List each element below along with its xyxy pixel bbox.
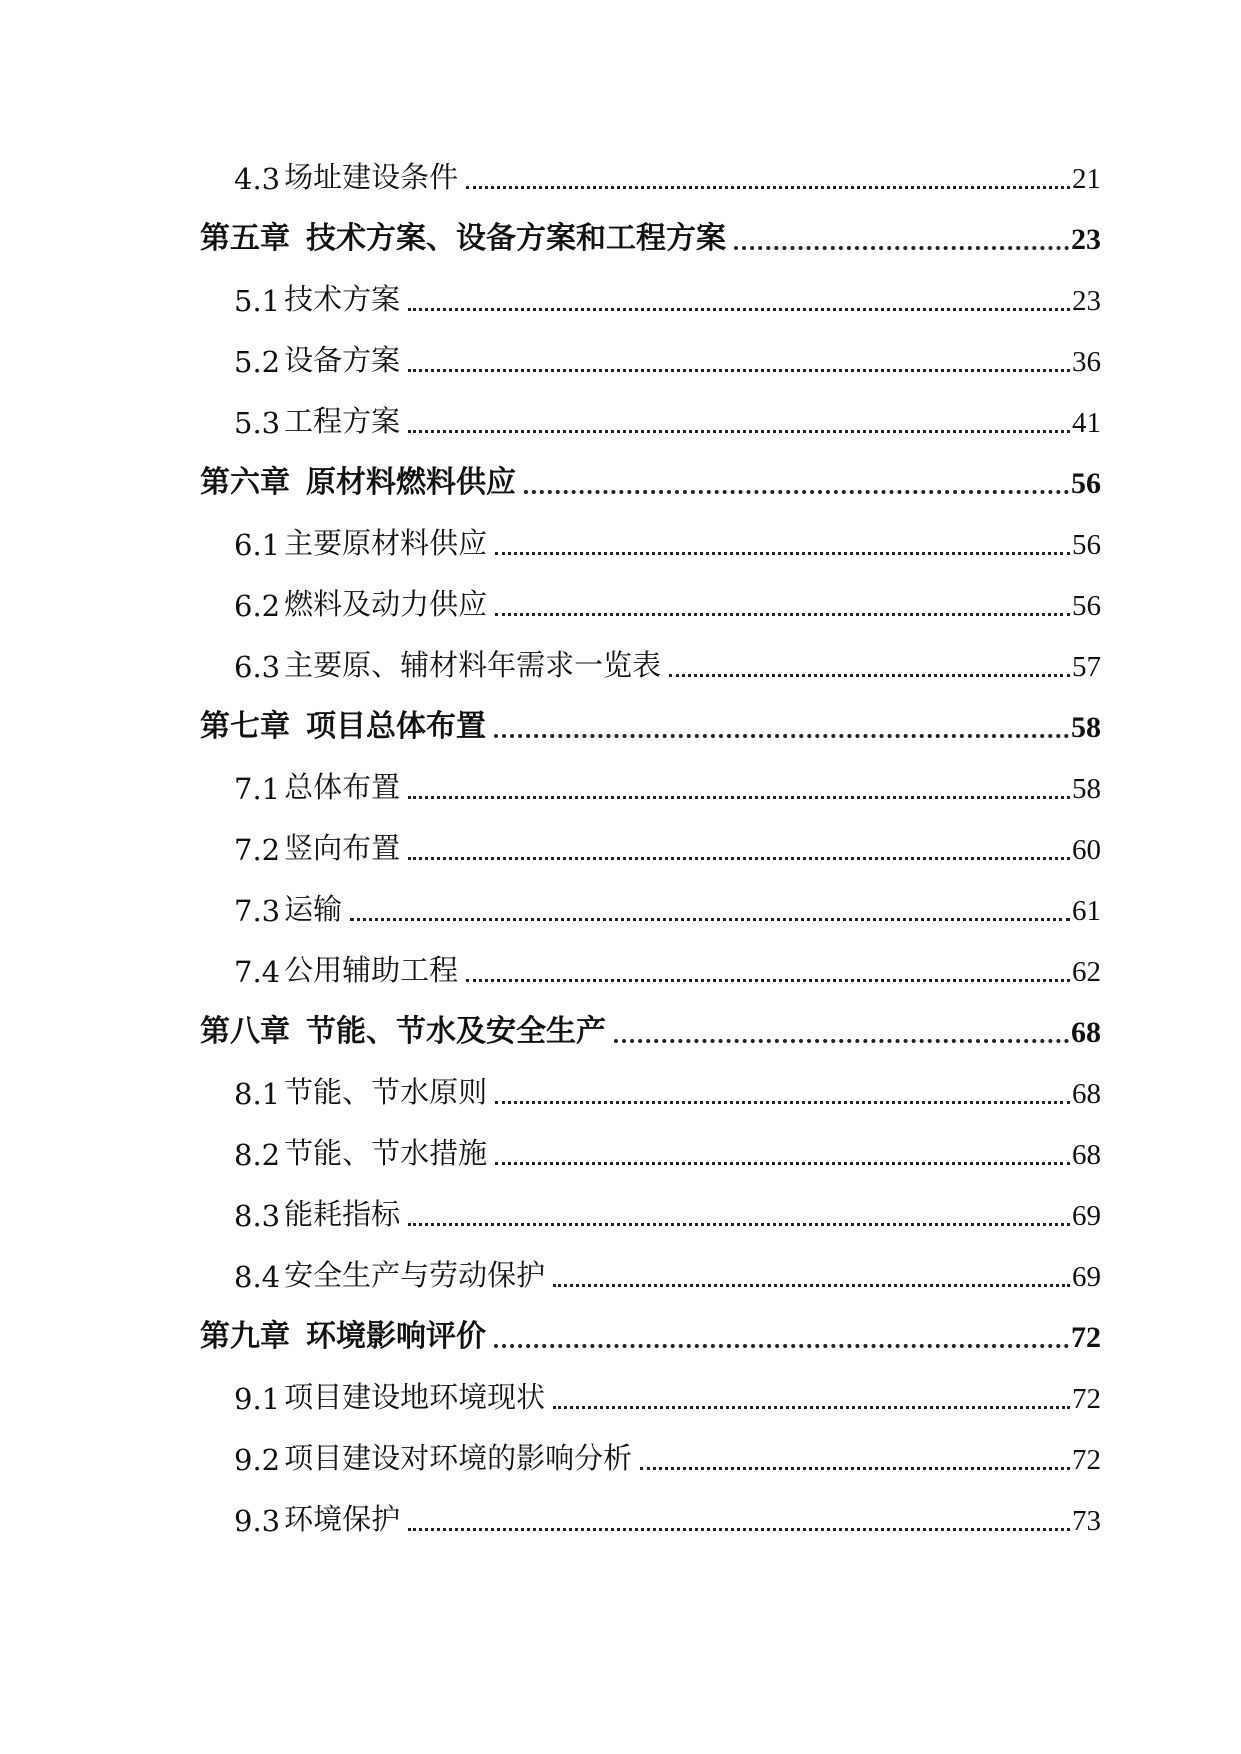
toc-entry-page-number: 69 bbox=[1072, 1261, 1101, 1293]
toc-entry-number: 5.2 bbox=[234, 345, 281, 379]
toc-entry-line bbox=[234, 522, 1101, 562]
toc-entry-line bbox=[234, 1193, 1101, 1233]
toc-section-entry[interactable] bbox=[0, 1437, 1241, 1498]
toc-section-entry[interactable] bbox=[0, 1193, 1241, 1254]
toc-entry-page-number: 73 bbox=[1072, 1505, 1101, 1537]
toc-entry-title: 燃料及动力供应 bbox=[284, 587, 488, 621]
toc-entry-number: 9.1 bbox=[234, 1382, 281, 1416]
toc-dot-leader bbox=[408, 308, 1070, 311]
toc-section-entry[interactable] bbox=[0, 583, 1241, 644]
toc-entry-page-number: 21 bbox=[1072, 163, 1101, 195]
toc-entry-number: 6.3 bbox=[234, 650, 281, 684]
toc-entry-page-number: 62 bbox=[1072, 956, 1101, 988]
toc-entry-line bbox=[200, 461, 1101, 501]
toc-entry-line bbox=[234, 583, 1101, 623]
toc-entry-title: 运输 bbox=[284, 892, 343, 926]
toc-entry-line bbox=[234, 339, 1101, 379]
toc-dot-leader bbox=[408, 430, 1070, 433]
toc-chapter-entry[interactable] bbox=[0, 1010, 1241, 1071]
toc-dot-leader bbox=[495, 1101, 1070, 1104]
toc-entry-line bbox=[234, 1376, 1101, 1416]
toc-dot-leader bbox=[524, 490, 1069, 494]
toc-entry-page-number: 68 bbox=[1071, 1016, 1101, 1049]
toc-entry-line bbox=[234, 644, 1101, 684]
toc-entry-line bbox=[234, 888, 1101, 928]
toc-entry-page-number: 68 bbox=[1072, 1078, 1101, 1110]
toc-entry-number: 9.3 bbox=[234, 1504, 281, 1538]
toc-entry-page-number: 36 bbox=[1072, 346, 1101, 378]
toc-entry-number: 第七章 bbox=[200, 709, 290, 744]
toc-entry-title: 场址建设条件 bbox=[284, 160, 459, 194]
toc-dot-leader bbox=[408, 1528, 1070, 1531]
toc-section-entry[interactable] bbox=[0, 1132, 1241, 1193]
toc-entry-line bbox=[234, 1437, 1101, 1477]
toc-entry-page-number: 56 bbox=[1072, 529, 1101, 561]
toc-entry-number: 7.1 bbox=[234, 772, 281, 806]
toc-entry-number: 8.4 bbox=[234, 1260, 281, 1294]
toc-entry-line bbox=[200, 1010, 1101, 1050]
toc-entry-page-number: 41 bbox=[1072, 407, 1101, 439]
toc-dot-leader bbox=[669, 674, 1070, 677]
toc-entry-title: 环境保护 bbox=[284, 1502, 401, 1536]
toc-dot-leader bbox=[640, 1467, 1070, 1470]
toc-entry-title: 安全生产与劳动保护 bbox=[284, 1258, 546, 1292]
toc-entry-page-number: 58 bbox=[1071, 711, 1101, 744]
toc-dot-leader bbox=[408, 857, 1070, 860]
toc-section-entry[interactable] bbox=[0, 156, 1241, 217]
toc-dot-leader bbox=[408, 369, 1070, 372]
toc-entry-page-number: 68 bbox=[1072, 1139, 1101, 1171]
toc-entry-number: 6.1 bbox=[234, 528, 281, 562]
toc-entry-title: 节能、节水及安全生产 bbox=[306, 1014, 606, 1049]
toc-entry-page-number: 72 bbox=[1072, 1444, 1101, 1476]
toc-entry-line bbox=[234, 1132, 1101, 1172]
toc-entry-page-number: 61 bbox=[1072, 895, 1101, 927]
toc-entry-line bbox=[234, 949, 1101, 989]
toc-entry-title: 项目总体布置 bbox=[306, 709, 486, 744]
toc-section-entry[interactable] bbox=[0, 278, 1241, 339]
toc-chapter-entry[interactable] bbox=[0, 217, 1241, 278]
toc-entry-title: 总体布置 bbox=[284, 770, 401, 804]
toc-entry-title: 项目建设对环境的影响分析 bbox=[284, 1441, 633, 1475]
toc-entry-page-number: 56 bbox=[1072, 590, 1101, 622]
toc-section-entry[interactable] bbox=[0, 1498, 1241, 1559]
toc-entry-line bbox=[234, 766, 1101, 806]
toc-entry-page-number: 56 bbox=[1071, 467, 1101, 500]
toc-entry-number: 6.2 bbox=[234, 589, 281, 623]
toc-entry-title: 环境影响评价 bbox=[306, 1319, 486, 1354]
toc-entry-line bbox=[200, 705, 1101, 745]
toc-dot-leader bbox=[553, 1406, 1070, 1409]
toc-entry-title: 公用辅助工程 bbox=[284, 953, 459, 987]
toc-entry-title: 能耗指标 bbox=[284, 1197, 401, 1231]
toc-dot-leader bbox=[553, 1284, 1070, 1287]
toc-entry-number: 第五章 bbox=[200, 221, 290, 256]
toc-chapter-entry[interactable] bbox=[0, 1315, 1241, 1376]
toc-section-entry[interactable] bbox=[0, 949, 1241, 1010]
toc-entry-page-number: 72 bbox=[1072, 1383, 1101, 1415]
toc-entry-page-number: 23 bbox=[1071, 223, 1101, 256]
toc-dot-leader bbox=[495, 613, 1070, 616]
toc-entry-number: 7.4 bbox=[234, 955, 281, 989]
toc-dot-leader bbox=[466, 186, 1070, 189]
toc-entry-number: 8.3 bbox=[234, 1199, 281, 1233]
toc-entry-title: 主要原材料供应 bbox=[284, 526, 488, 560]
toc-section-entry[interactable] bbox=[0, 1254, 1241, 1315]
toc-entry-title: 设备方案 bbox=[284, 343, 401, 377]
toc-entry-title: 节能、节水原则 bbox=[284, 1075, 488, 1109]
toc-entry-title: 技术方案 bbox=[284, 282, 401, 316]
toc-dot-leader bbox=[408, 796, 1070, 799]
toc-dot-leader bbox=[408, 1223, 1070, 1226]
toc-chapter-entry[interactable] bbox=[0, 461, 1241, 522]
toc-entry-page-number: 72 bbox=[1071, 1321, 1101, 1354]
toc-entry-number: 第六章 bbox=[200, 465, 290, 500]
toc-entry-title: 技术方案、设备方案和工程方案 bbox=[306, 221, 726, 256]
toc-entry-line bbox=[234, 400, 1101, 440]
toc-section-entry[interactable] bbox=[0, 888, 1241, 949]
toc-entry-title: 原材料燃料供应 bbox=[306, 465, 516, 500]
toc-entry-line bbox=[234, 1498, 1101, 1538]
toc-entry-number: 第八章 bbox=[200, 1014, 290, 1049]
toc-entry-line bbox=[200, 217, 1101, 257]
toc-entry-number: 7.2 bbox=[234, 833, 281, 867]
toc-dot-leader bbox=[494, 1344, 1069, 1348]
toc-entry-line bbox=[200, 1315, 1101, 1355]
toc-dot-leader bbox=[350, 918, 1070, 921]
toc-entry-line bbox=[234, 1071, 1101, 1111]
table-of-contents bbox=[0, 156, 1241, 1559]
toc-section-entry[interactable] bbox=[0, 644, 1241, 705]
toc-entry-page-number: 57 bbox=[1072, 651, 1101, 683]
toc-entry-page-number: 23 bbox=[1072, 285, 1101, 317]
toc-section-entry[interactable] bbox=[0, 1071, 1241, 1132]
toc-entry-number: 9.2 bbox=[234, 1443, 281, 1477]
toc-chapter-entry[interactable] bbox=[0, 705, 1241, 766]
toc-dot-leader bbox=[495, 552, 1070, 555]
toc-entry-number: 8.2 bbox=[234, 1138, 281, 1172]
toc-entry-line bbox=[234, 156, 1101, 196]
toc-entry-number: 第九章 bbox=[200, 1319, 290, 1354]
toc-entry-page-number: 60 bbox=[1072, 834, 1101, 866]
toc-entry-number: 5.1 bbox=[234, 284, 281, 318]
toc-entry-title: 竖向布置 bbox=[284, 831, 401, 865]
toc-entry-title: 主要原、辅材料年需求一览表 bbox=[284, 648, 662, 682]
toc-dot-leader bbox=[466, 979, 1070, 982]
toc-entry-number: 7.3 bbox=[234, 894, 281, 928]
toc-section-entry[interactable] bbox=[0, 400, 1241, 461]
toc-section-entry[interactable] bbox=[0, 522, 1241, 583]
toc-dot-leader bbox=[614, 1039, 1069, 1043]
toc-dot-leader bbox=[494, 734, 1069, 738]
toc-entry-line bbox=[234, 827, 1101, 867]
toc-section-entry[interactable] bbox=[0, 339, 1241, 400]
toc-section-entry[interactable] bbox=[0, 827, 1241, 888]
toc-entry-title: 工程方案 bbox=[284, 404, 401, 438]
toc-entry-number: 5.3 bbox=[234, 406, 281, 440]
toc-dot-leader bbox=[495, 1162, 1070, 1165]
toc-entry-title: 项目建设地环境现状 bbox=[284, 1380, 546, 1414]
toc-entry-page-number: 58 bbox=[1072, 773, 1101, 805]
toc-entry-page-number: 69 bbox=[1072, 1200, 1101, 1232]
toc-entry-line bbox=[234, 278, 1101, 318]
toc-entry-title: 节能、节水措施 bbox=[284, 1136, 488, 1170]
toc-entry-number: 8.1 bbox=[234, 1077, 281, 1111]
toc-entry-line bbox=[234, 1254, 1101, 1294]
toc-section-entry[interactable] bbox=[0, 1376, 1241, 1437]
toc-dot-leader bbox=[734, 246, 1069, 250]
toc-section-entry[interactable] bbox=[0, 766, 1241, 827]
toc-entry-number: 4.3 bbox=[234, 162, 281, 196]
